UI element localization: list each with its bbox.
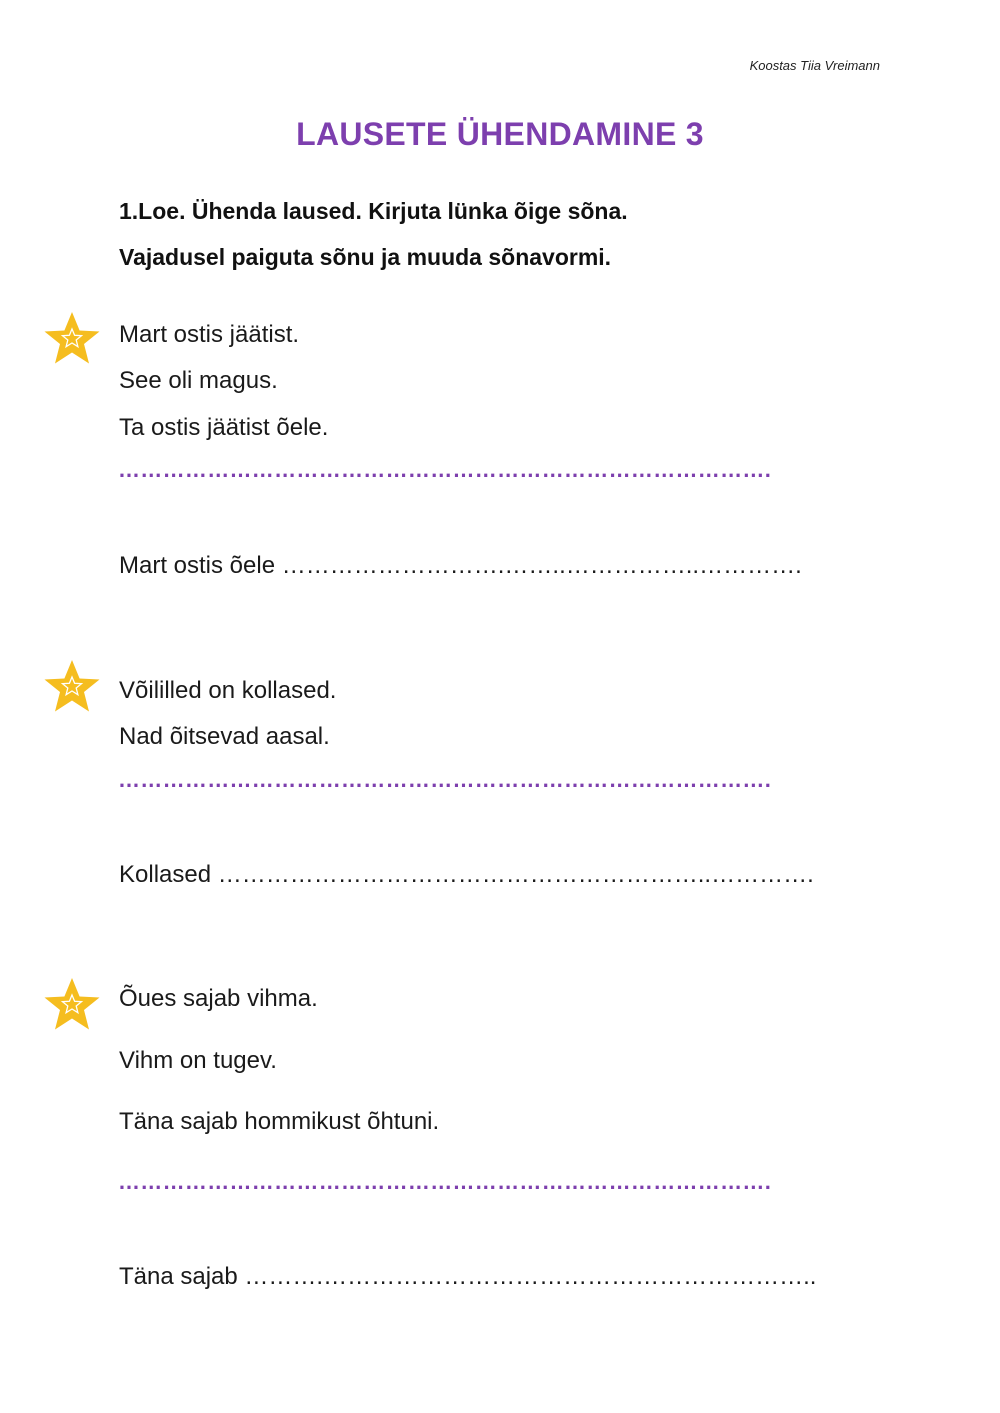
star-icon xyxy=(42,310,102,366)
exercise-3-answer-line[interactable]: ……………………………………………………………………………. xyxy=(118,1169,772,1194)
exercise-2-sentence-2: Nad õitsevad aasal. xyxy=(119,723,330,750)
page-title: LAUSETE ÜHENDAMINE 3 xyxy=(296,116,704,152)
star-icon xyxy=(42,976,102,1032)
exercise-1-answer-line[interactable]: ……………………………………………………………………………. xyxy=(118,457,772,482)
exercise-3-completion[interactable]: Täna sajab ……….…………………………………………………….. xyxy=(119,1263,817,1290)
exercise-1-sentence-3: Ta ostis jäätist õele. xyxy=(119,414,329,441)
exercise-1-sentence-1: Mart ostis jäätist. xyxy=(119,321,300,348)
instruction-line-2: Vajadusel paiguta sõnu ja muuda sõnavormi. xyxy=(119,244,612,270)
exercise-3-sentence-1: Õues sajab vihma. xyxy=(119,985,318,1012)
star-icon xyxy=(42,658,102,714)
exercise-2-answer-line[interactable]: ……………………………………………………………………………. xyxy=(118,767,772,792)
exercise-3-sentence-2: Vihm on tugev. xyxy=(119,1047,277,1074)
exercise-2-sentence-1: Võililled on kollased. xyxy=(119,677,337,704)
exercise-1-completion[interactable]: Mart ostis õele ……………………….……..……………..…………. xyxy=(119,552,802,579)
exercise-1-sentence-2: See oli magus. xyxy=(119,367,278,394)
exercise-2-completion[interactable]: Kollased ……………………………………………………..…………. xyxy=(119,861,814,888)
instruction-line-1: 1.Loe. Ühenda laused. Kirjuta lünka õige sõna. xyxy=(119,198,628,224)
exercise-3-sentence-3: Täna sajab hommikust õhtuni. xyxy=(119,1108,440,1135)
author-credit: Koostas Tiia Vreimann xyxy=(749,58,880,73)
